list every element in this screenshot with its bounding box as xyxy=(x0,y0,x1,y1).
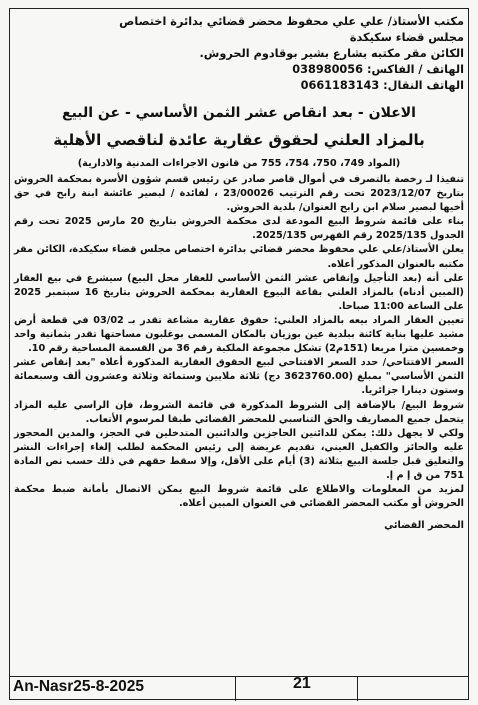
paragraph-property: تعيين العقار المراد بيعه بالمزاد العلني: حقوق عقارية مشاعة تقدر بـ 03/02 في قطعة أرض مشيد عليها بناية كائنة ببلدية عين بوزيان بالمكان المسمى بوغلبون مساحتها تقدر بثمانية واحد وخمسين مترا مربعا (151م2) تشكل مجموعة الملكية رقم 36 من القسمة المساحية رقم 10. xyxy=(14,314,464,355)
office-name: مكتب الأستاذ/ علي علي محفوظ محضر قضائي بدائرة اختصاص xyxy=(119,15,464,28)
court-name: مجلس قضاء سكيكدة xyxy=(349,31,464,44)
paragraph-opening-price: السعر الافتتاحي/ حدد السعر الافتتاحي لبيع الحقوق العقارية المذكورة أعلاه "بعد إنقاص عشر الثمن الأساسي" بمبلغ (3623760.00 دج) ثلاثة ملايين وستمائة وثلاثة وعشرون ألف وسبعمائة وستون دينارا جزائريا. xyxy=(14,357,464,397)
page-footer xyxy=(9,676,469,700)
office-address: الكائن مقر مكتبه بشارع بشير بوقادوم الحروش. xyxy=(199,47,464,60)
paragraph-bailiff: يعلن الأستاذ/علي علي محفوظ محضر قضائي بدائرة اختصاص مجلس قضاء سكيكدة، الكائن مقر مكتبه بالعنوان المذكور أعلاه. xyxy=(14,244,464,270)
paragraph-conditions-filing: بناء على قائمة شروط البيع المودعة لدى محكمة الحروش بتاريخ 20 مارس 2025 تحت رقم الجدول 2025/135 رقم الفهرس 2025/135. xyxy=(14,216,464,242)
announcement-content xyxy=(14,14,464,533)
office-phone-fax: الهاتف / الفاكس: 038980056 xyxy=(292,63,464,76)
announcement-body xyxy=(14,173,464,511)
office-mobile: الهاتف النقال: 0661183143 xyxy=(300,79,464,92)
paragraph-sale-date: على أنه (بعد التأجيل وإنقاص عشر الثمن الأساسي للعقار محل البيع) سيشرع في بيع العقار (المبين أدناه) بالمزاد العلني بقاعة البيوع العقارية بمحكمة الحروش بتاريخ 16 سبتمبر 2025 على الساعة 11:00 صباحا. xyxy=(14,272,464,312)
page-number: 21 xyxy=(293,675,311,692)
paragraph-notice: ولكي لا يجهل ذلك: يمكن للدائنين الحاجزين والدائنين المتدخلين في الحجز، والمدين المحجوز عليه والحائز والكفيل العيني، تقديم عريضة إلى رئيس المحكمة لطلب إلغاء إجراءات النشر والتعليق قبل جلسة البيع بثلاثة (3) أيام على الأقل، وإلا سقط حقهم في ذلك حسب نص المادة 751 من ق إ م إ. xyxy=(14,427,464,481)
paragraph-info: لمزيد من المعلومات والاطلاع على قائمة شروط البيع يمكن الاتصال بأمانة ضبط محكمة الحروش أو مكتب المحضر القضائي في العنوان المبين أعلاه. xyxy=(14,484,464,510)
announcement-title: الاعلان - بعد انقاص عشر الثمن الأساسي - عن البيع xyxy=(62,105,416,121)
newspaper-label: An-Nasr25-8-2025 xyxy=(13,678,144,695)
footer-divider xyxy=(357,677,358,701)
paragraph-authorization: تنفيذا لـ رخصة بالتصرف في أموال قاصر صادر عن رئيس قسم شؤون الأسرة بمحكمة الحروش بتاريخ 2023/12/07 تحت رقم الترتيب 23/00026 ، لفائدة / لبصير عائشة ابنة رابح في حق أخيها لبصير سلام ابن رابح العنوان/ بلدية الحروش. xyxy=(14,174,464,214)
signature: المحضر القضائي xyxy=(384,520,464,532)
paragraph-sale-terms: شروط البيع/ بالإضافة إلى الشروط المذكورة في قائمة الشروط، فإن الراسي عليه المزاد يتحمل جميع المصاريف والحق التناسبي للمحضر القضائي طبقا لمرسوم الأتعاب. xyxy=(14,399,464,425)
legal-reference: (المواد 749، 750، 754، 755 من قانون الاجراءات المدنية والادارية) xyxy=(77,158,401,169)
announcement-subtitle: بالمزاد العلني لحقوق عقارية عائدة لناقصي الأهلية xyxy=(53,131,425,149)
footer-divider xyxy=(235,677,236,701)
